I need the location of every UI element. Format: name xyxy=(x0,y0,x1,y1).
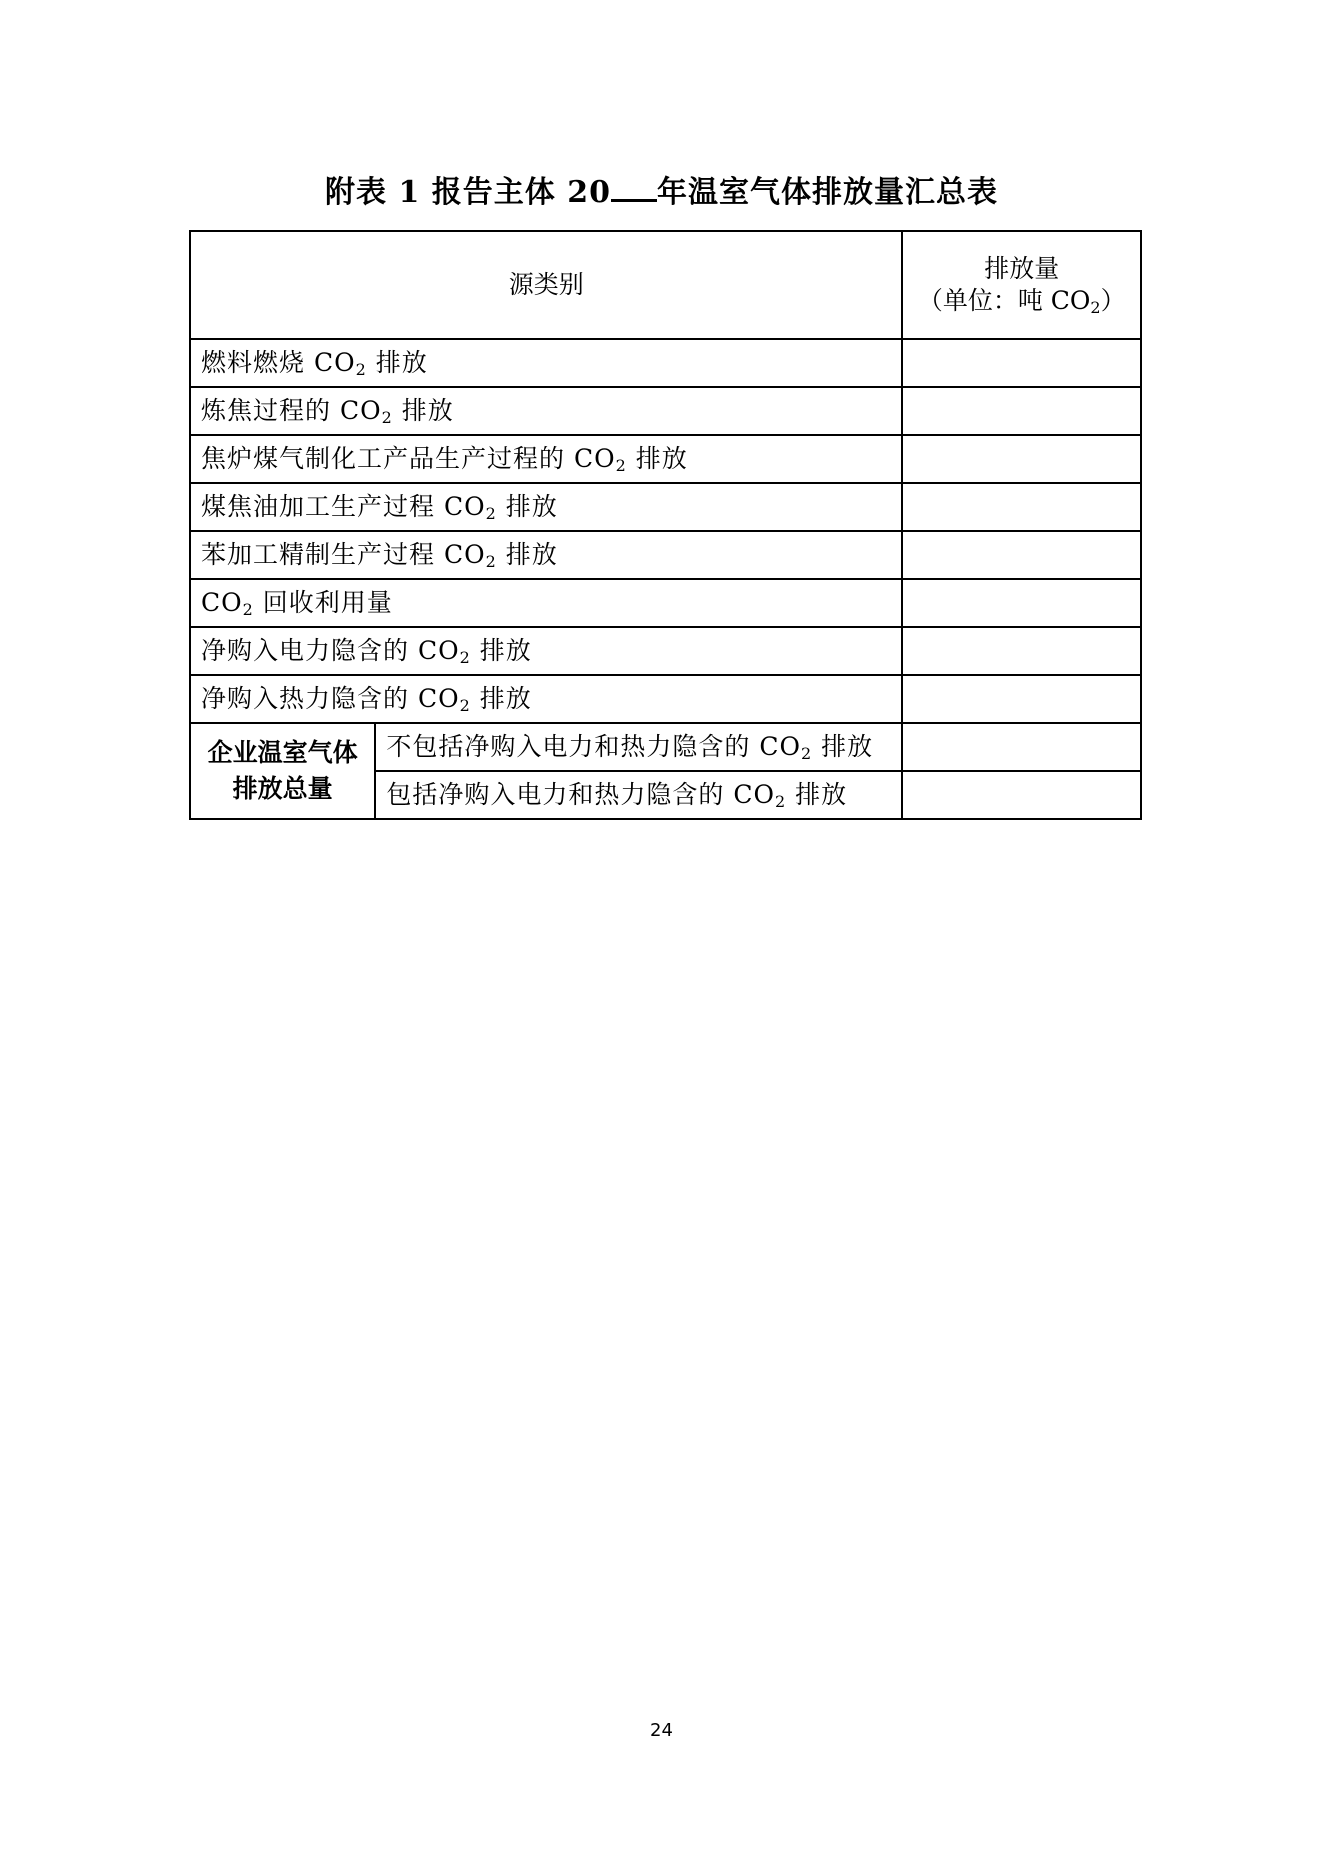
unit-suffix: ） xyxy=(1100,286,1126,315)
page-title xyxy=(0,172,1323,214)
table-row xyxy=(190,483,1141,531)
row-label: 包括净购入电力和热力隐含的 $CO_2$ 排放 xyxy=(375,771,902,819)
row-label: 净购入电力隐含的 $CO_2$ 排放 xyxy=(190,627,902,675)
row-label: 苯加工精制生产过程 $CO_2$ 排放 xyxy=(190,531,902,579)
row-value-cell[interactable] xyxy=(902,435,1141,483)
total-row-excluding xyxy=(190,723,1141,771)
table-row xyxy=(190,675,1141,723)
table-row xyxy=(190,435,1141,483)
row-label: 煤焦油加工生产过程 $CO_2$ 排放 xyxy=(190,483,902,531)
title-prefix: 附表 1 报告主体 20 xyxy=(325,175,611,210)
header-amount-unit xyxy=(903,285,1140,317)
header-emission-amount xyxy=(902,231,1141,339)
total-label-line1: 企业温室气体 xyxy=(207,738,358,767)
page-number: 24 xyxy=(650,1720,673,1741)
row-label: 炼焦过程的 $CO_2$ 排放 xyxy=(190,387,902,435)
row-value-cell[interactable] xyxy=(902,579,1141,627)
row-label: 燃料燃烧 $CO_2$ 排放 xyxy=(190,339,902,387)
year-blank xyxy=(611,173,657,202)
row-value-cell[interactable] xyxy=(902,339,1141,387)
total-label-line2: 排放总量 xyxy=(232,774,333,803)
row-value-cell[interactable] xyxy=(902,675,1141,723)
unit-prefix: （单位：吨 CO xyxy=(917,286,1091,315)
total-emissions-label xyxy=(190,723,375,819)
row-label: 净购入热力隐含的 $CO_2$ 排放 xyxy=(190,675,902,723)
table-header-row xyxy=(190,231,1141,339)
row-label: 不包括净购入电力和热力隐含的 $CO_2$ 排放 xyxy=(375,723,902,771)
table-row xyxy=(190,579,1141,627)
row-value-cell[interactable] xyxy=(902,387,1141,435)
header-amount-label: 排放量 xyxy=(984,254,1060,283)
table-row xyxy=(190,531,1141,579)
table-row xyxy=(190,387,1141,435)
row-label: $CO_2$ 回收利用量 xyxy=(190,579,902,627)
row-value-cell[interactable] xyxy=(902,483,1141,531)
emissions-summary-table xyxy=(189,230,1142,820)
title-suffix: 年温室气体排放量汇总表 xyxy=(656,175,998,210)
row-value-cell[interactable] xyxy=(902,531,1141,579)
row-value-cell[interactable] xyxy=(902,723,1141,771)
unit-subscript: 2 xyxy=(1090,298,1101,317)
row-label: 焦炉煤气制化工产品生产过程的 $CO_2$ 排放 xyxy=(190,435,902,483)
row-value-cell[interactable] xyxy=(902,771,1141,819)
row-value-cell[interactable] xyxy=(902,627,1141,675)
table-row xyxy=(190,627,1141,675)
header-source-category: 源类别 xyxy=(190,231,902,339)
table-row xyxy=(190,339,1141,387)
